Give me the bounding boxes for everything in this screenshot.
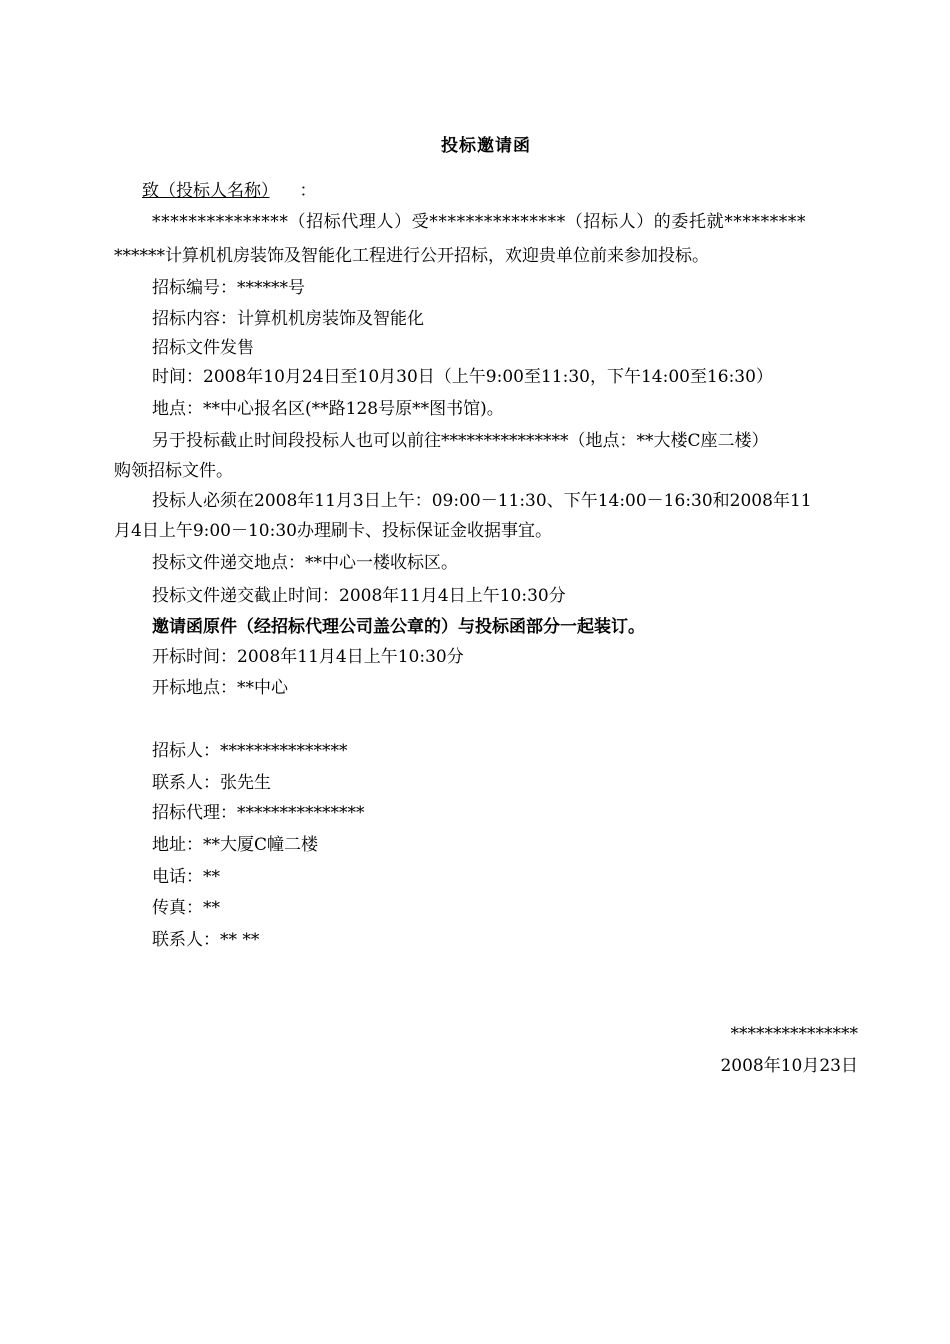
submit-deadline: 投标文件递交截止时间：2008年11月4日上午10:30分 [152,586,566,606]
tender-number: 招标编号：******号 [152,278,305,298]
addressee-line [114,181,317,201]
tender-agent: 招标代理：*************** [152,803,365,823]
addressee-colon: ： [299,181,317,201]
binding-note: 邀请函原件（经招标代理公司盖公章的）与投标函部分一起装订。 [152,617,645,637]
contact-person-2: 联系人：** ** [152,930,260,950]
contact-person-1: 联系人：张先生 [152,773,271,793]
submit-place: 投标文件递交地点：**中心一楼收标区。 [152,553,458,573]
phone: 电话：** [152,867,220,887]
alt-purchase-line-1: 另于投标截止时间段投标人也可以前往***************（地点：**大楼C座二楼） [152,431,769,451]
intro-line-2: ******计算机机房装饰及智能化工程进行公开招标，欢迎贵单位前来参加投标。 [114,246,709,266]
tender-content: 招标内容：计算机机房装饰及智能化 [152,309,424,329]
signature-org: *************** [730,1024,858,1044]
address: 地址：**大厦C幢二楼 [152,835,319,855]
tenderer: 招标人：*************** [152,741,348,761]
fax: 传真：** [152,898,220,918]
sale-time: 时间：2008年10月24日至10月30日（上午9:00至11:30，下午14:00至16:30） [152,367,773,387]
addressee-name: 致（投标人名称） [142,181,270,201]
open-time: 开标时间：2008年11月4日上午10:30分 [152,647,464,667]
must-line-2: 月4日上午9:00－10:30办理刷卡、投标保证金收据事宜。 [114,521,552,541]
signature-date: 2008年10月23日 [720,1056,858,1076]
intro-line-1: ***************（招标代理人）受***************（招标人）的委托就********* [152,212,807,232]
sale-place: 地点：**中心报名区(**路128号原**图书馆)。 [152,399,504,419]
must-line-1: 投标人必须在2008年11月3日上午：09:00－11:30、下午14:00－16:30和2008年11 [152,491,812,511]
page-title: 投标邀请函 [441,136,531,156]
alt-purchase-line-2: 购领招标文件。 [114,461,233,481]
open-place: 开标地点：**中心 [152,678,288,698]
doc-sale-heading: 招标文件发售 [152,338,254,358]
